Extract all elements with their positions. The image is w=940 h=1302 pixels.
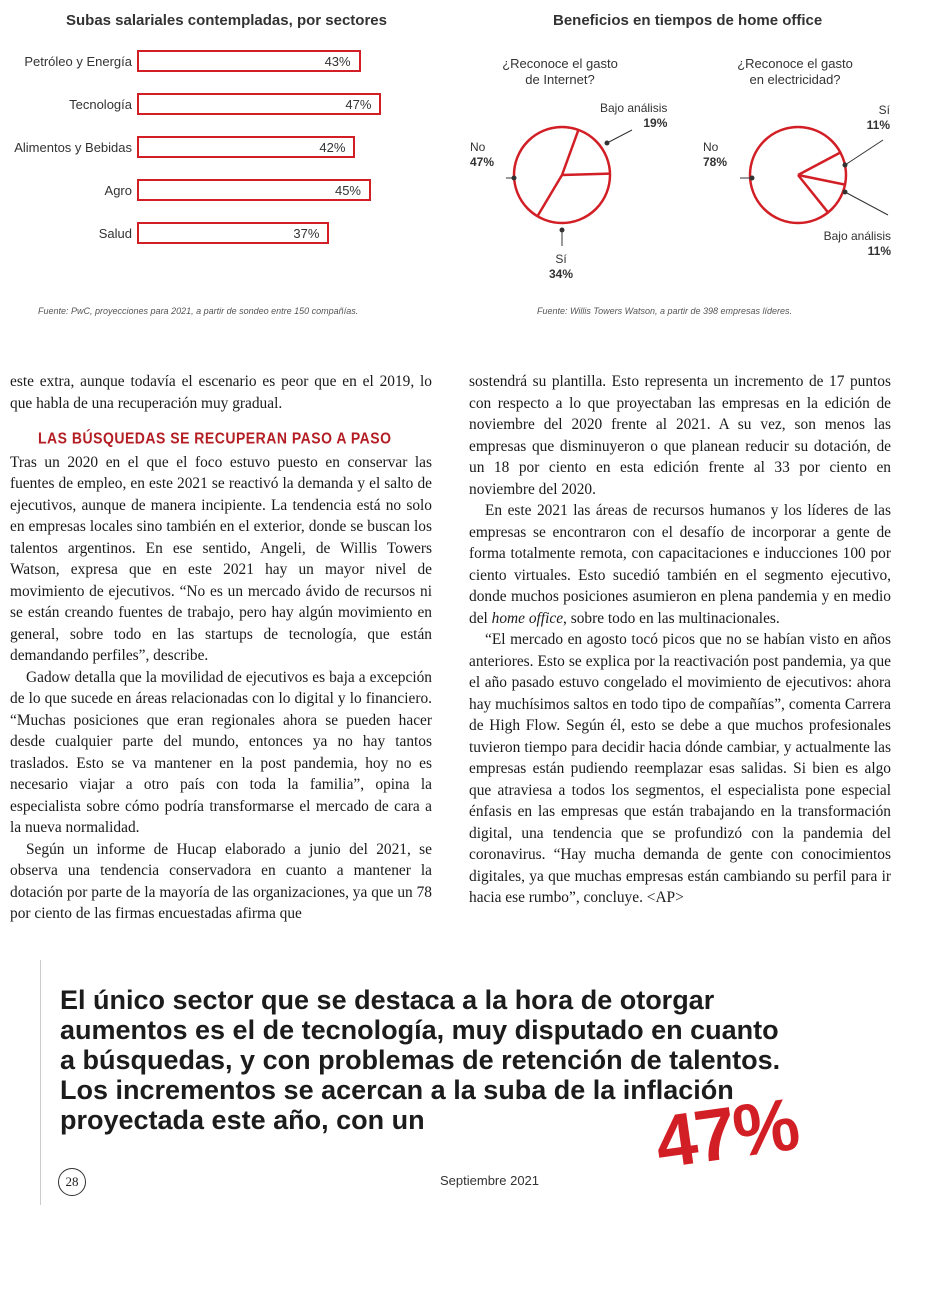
emphasis-text: home office (491, 609, 564, 627)
pie2-no-name: No (703, 140, 719, 154)
pie2-question-line1: ¿Reconoce el gasto (737, 56, 853, 71)
chart-title: Subas salariales contempladas, por sectores (66, 12, 387, 29)
pie2-bajo-leader-dot (843, 190, 848, 195)
chart-source: Fuente: PwC, proyecciones para 2021, a partir de sondeo entre 150 compañías. (38, 306, 359, 316)
pie1-si-label (546, 252, 576, 282)
paragraph (469, 500, 891, 629)
pie2-no-label (703, 140, 727, 170)
pie1-no-name: No (470, 140, 486, 154)
issue-date: Septiembre 2021 (440, 1173, 540, 1188)
pie2-si-value: 11% (866, 118, 890, 132)
pie1-si-leader-dot (560, 228, 565, 233)
pie1-bajo-leader (607, 130, 632, 143)
pullquote-rule (40, 960, 41, 1205)
bar-value-label: 37% (293, 226, 320, 241)
bar-category-label: Alimentos y Bebidas (14, 140, 132, 155)
pie2-question-line2: en electricidad? (749, 72, 841, 87)
bar-value-label: 47% (345, 97, 372, 112)
pie-charts-title: Beneficios en tiempos de home office (553, 12, 823, 29)
pie2-si-name: Sí (878, 103, 890, 117)
bar-category-label: Petróleo y Energía (24, 54, 132, 69)
bar-value-label: 45% (334, 183, 361, 198)
paragraph: Gadow detalla que la movilidad de ejecutivos es baja a excepción de lo que sucede en áreas relacionadas con lo digital y lo financiero. “Muchas posiciones que eran regionales ahora se pueden hacer desde cualquier parte del mundo, entonces ya no hay tantos traslados. Esto se va mantener en la post pandemia, hoy no es necesario viajar a otro país con toda la familia”, opina la especialista sobre cómo podría transformarse el mercado de cara a la nueva normalidad. (10, 668, 432, 836)
pie2-no-leader-dot (750, 176, 755, 181)
pie1-bajo-value: 19% (643, 116, 668, 130)
bar-category-label: Tecnología (69, 97, 132, 112)
pie2-no-value: 78% (703, 155, 728, 169)
bar-category-label: Salud (98, 226, 132, 241)
pie2-si-leader (845, 140, 883, 165)
pie1-question-line1: ¿Reconoce el gasto (502, 56, 618, 71)
paragraph: sostendrá su plantilla. Esto representa un incremento de 17 puntos con respecto a lo que proyectaban las empresas en la edición de noviembre del 2020 frente al 2021. A su vez, son menos las empresas que disminuyeron o que planean reducir su dotación, de un 18 por ciento en esta edición frente al 33 por ciento en noviembre del 2020. (469, 373, 891, 498)
pie1-no-leader-dot (512, 176, 517, 181)
pie2-bajo-name: Bajo análisis (823, 229, 891, 243)
pullquote-big-number: 47% (650, 1082, 803, 1185)
paragraph: Según un informe de Hucap elaborado a junio del 2021, se observa una tendencia conservadora en cuanto a mantener la dotación por parte de la mayoría de las organizaciones, ya que un 78 por ciento de las firmas encuestadas afirma que (10, 840, 432, 922)
pie1-no-label (470, 140, 494, 170)
paragraph: “El mercado en agosto tocó picos que no se habían visto en años anteriores. Esto se explica por la reactivación post pandemia, ya que el año pasado estuvo congelado el movimiento de ejecutivos: ahora hay muchísimos saltos en todo tipo de compañías”, comenta Carrera de High Flow. Según él, esto se debe a que muchos profesionales tuvieron tiempo para decidir hacia dónde cambiar, y actualmente las empresas están pudiendo reemplazar esas salidas. Si bien es algo que atraviesa a todos los segmentos, el especialista pone especial énfasis en las empresas que están trabajando en la transformación digital, una tendencia que se profundizó con la pandemia del coronavirus. “Hay mucha demanda de gente con conocimientos digitales, ya que muchas empresas están cambiando su perfil para ir hacia ese rumbo”, concluye. <AP> (469, 631, 891, 906)
pie-charts-source: Fuente: Willis Towers Watson, a partir de 398 empresas líderes. (537, 306, 793, 316)
pie1-si-name: Sí (555, 252, 567, 266)
paragraph-text: En este 2021 las áreas de recursos humanos y los líderes de las empresas se encontraron con el desafío de incorporar a gente de forma totalmente remota, con capacitaciones e inducciones 100 por ciento virtuales. Esto sucedió también en el segmento ejecutivo, donde muchos posiciones asumieron en plena pandemia y en medio del (469, 502, 891, 627)
pie2-si-label (858, 103, 890, 133)
pie2-bajo-value: 11% (867, 244, 891, 258)
pie1-slice-divider (562, 130, 578, 175)
pie1-no-value: 47% (470, 155, 495, 169)
pie1-bajo-label (600, 101, 667, 131)
page-number: 28 (58, 1168, 86, 1196)
article-left-column (10, 371, 432, 925)
article-right-column (469, 371, 891, 909)
pie1-slice-divider (537, 175, 562, 216)
pie2-bajo-leader (845, 192, 888, 215)
pie2-si-leader-dot (843, 163, 848, 168)
pullquote: El único sector que se destaca a la hora de otorgar aumentos es el de tecnología, muy disputado en cuanto a búsquedas, y con problemas de retención de talentos. Los incrementos se acercan a la suba de la inflación proyectada este año, con un (60, 985, 781, 1135)
pie1-bajo-name: Bajo análisis (600, 101, 668, 115)
paragraph: Tras un 2020 en el que el foco estuvo puesto en conservar las fuentes de empleo, en este 2021 se reactivó la demanda y el salto de ejecutivos, aunque de manera incipiente. La tendencia está no solo en empresas locales sino también en el exterior, donde se buscan los talentos argentinos. En ese sentido, Angeli, de Willis Towers Watson, expresa que en este 2021 hay un mayor nivel de movimiento de ejecutivos. “No es un mercado ávido de recursos ni se están creando fuentes de trabajo, pero hay algún movimiento en general, sobre todo en las startups de tecnología, que están demandando perfiles”, describe. (10, 453, 432, 664)
pie1-question-line2: de Internet? (525, 72, 595, 87)
bar-category-label: Agro (104, 183, 132, 198)
pie1-slice-divider (562, 174, 610, 175)
pie1-si-value: 34% (548, 267, 574, 281)
pie1-bajo-leader-dot (605, 141, 610, 146)
pie2-question (715, 56, 875, 88)
bar-value-label: 43% (324, 54, 351, 69)
paragraph: este extra, aunque todavía el escenario es peor que en el 2019, lo que habla de una recuperación muy gradual. (10, 373, 432, 412)
section-heading: LAS BÚSQUEDAS SE RECUPERAN PASO A PASO (38, 428, 392, 448)
paragraph-text: , sobre todo en las multinacionales. (563, 609, 780, 627)
pie2-slice-divider (798, 152, 840, 175)
bar-value-label: 42% (319, 140, 346, 155)
pie2-bajo-label (815, 229, 891, 259)
